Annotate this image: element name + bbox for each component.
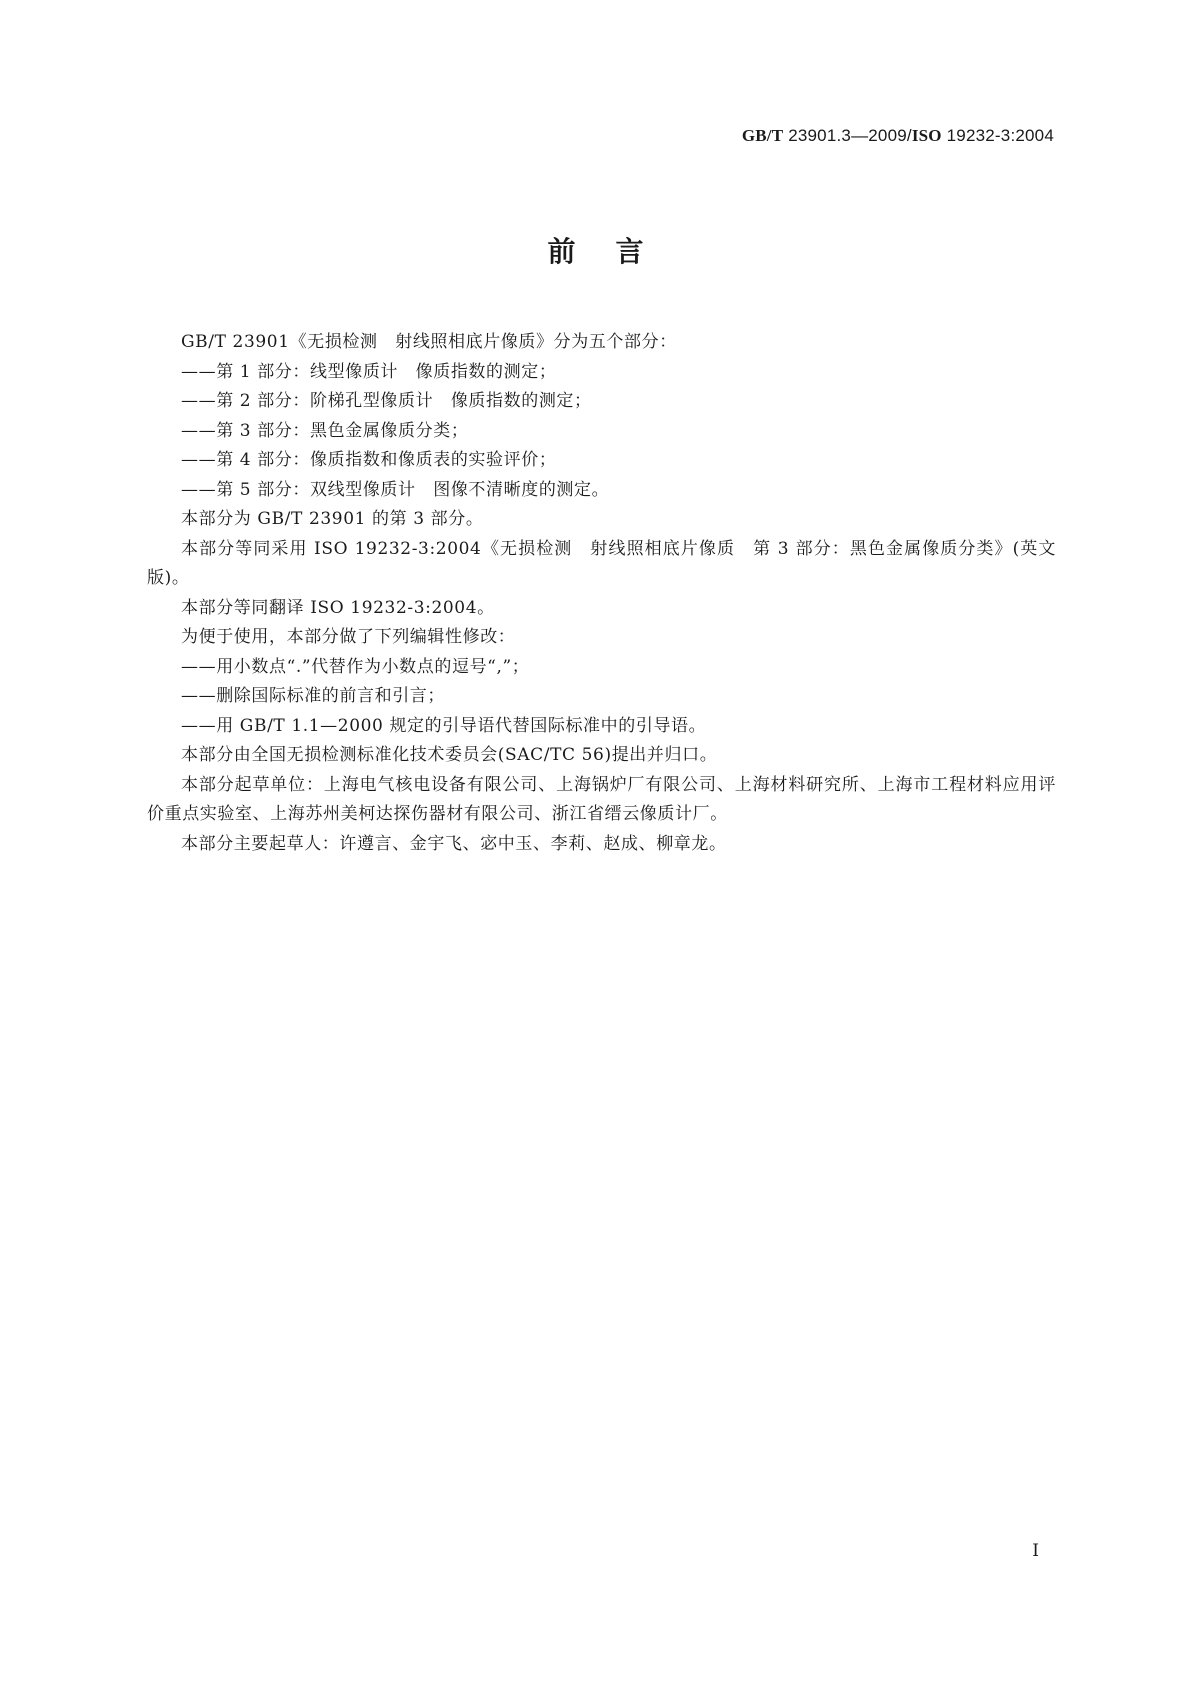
paragraph: 本部分为 GB/T 23901 的第 3 部分。 [181, 509, 484, 529]
foreword-body [147, 328, 1056, 859]
standard-code-iso-number: 19232-3:2004 [946, 126, 1054, 145]
list-item: ——第 5 部分：双线型像质计 图像不清晰度的测定。 [181, 479, 610, 500]
list-item: ——用 GB/T 1.1—2000 规定的引导语代替国际标准中的引导语。 [181, 715, 707, 736]
list-item: ——第 4 部分：像质指数和像质表的实验评价； [181, 450, 557, 470]
standard-code-iso: ISO [911, 126, 942, 145]
paragraph: 本部分等同采用 ISO 19232-3:2004《无损检测 射线照相底片像质 第 3 部分：黑色金属像质分类》(英文版)。 [147, 538, 1056, 588]
list-item: ——用小数点“.”代替作为小数点的逗号“,”； [181, 656, 530, 677]
list-item: ——第 2 部分：阶梯孔型像质计 像质指数的测定； [181, 391, 592, 411]
standard-code-number: 23901.3—2009/ [788, 126, 912, 145]
page-title: 前言 [547, 235, 684, 268]
list-item: ——删除国际标准的前言和引言； [181, 686, 445, 706]
paragraph: GB/T 23901《无损检测 射线照相底片像质》分为五个部分： [181, 332, 677, 352]
standard-code-gb: GB/T [741, 126, 784, 145]
paragraph: 本部分由全国无损检测标准化技术委员会(SAC/TC 56)提出并归口。 [181, 745, 718, 765]
paragraph: 为便于使用，本部分做了下列编辑性修改： [181, 627, 516, 647]
paragraph: 本部分等同翻译 ISO 19232-3:2004。 [181, 597, 495, 618]
page-number: I [1032, 1541, 1039, 1561]
list-item: ——第 3 部分：黑色金属像质分类； [181, 420, 469, 441]
list-item: ——第 1 部分：线型像质计 像质指数的测定； [181, 361, 557, 382]
paragraph: 本部分起草单位：上海电气核电设备有限公司、上海锅炉厂有限公司、上海材料研究所、上海市工程材料应用评价重点实验室、上海苏州美柯达探伤器材有限公司、浙江省缙云像质计厂。 [147, 774, 1056, 824]
standard-code [742, 126, 1054, 146]
paragraph: 本部分主要起草人：许遵言、金宇飞、宓中玉、李莉、赵成、柳章龙。 [181, 833, 727, 854]
